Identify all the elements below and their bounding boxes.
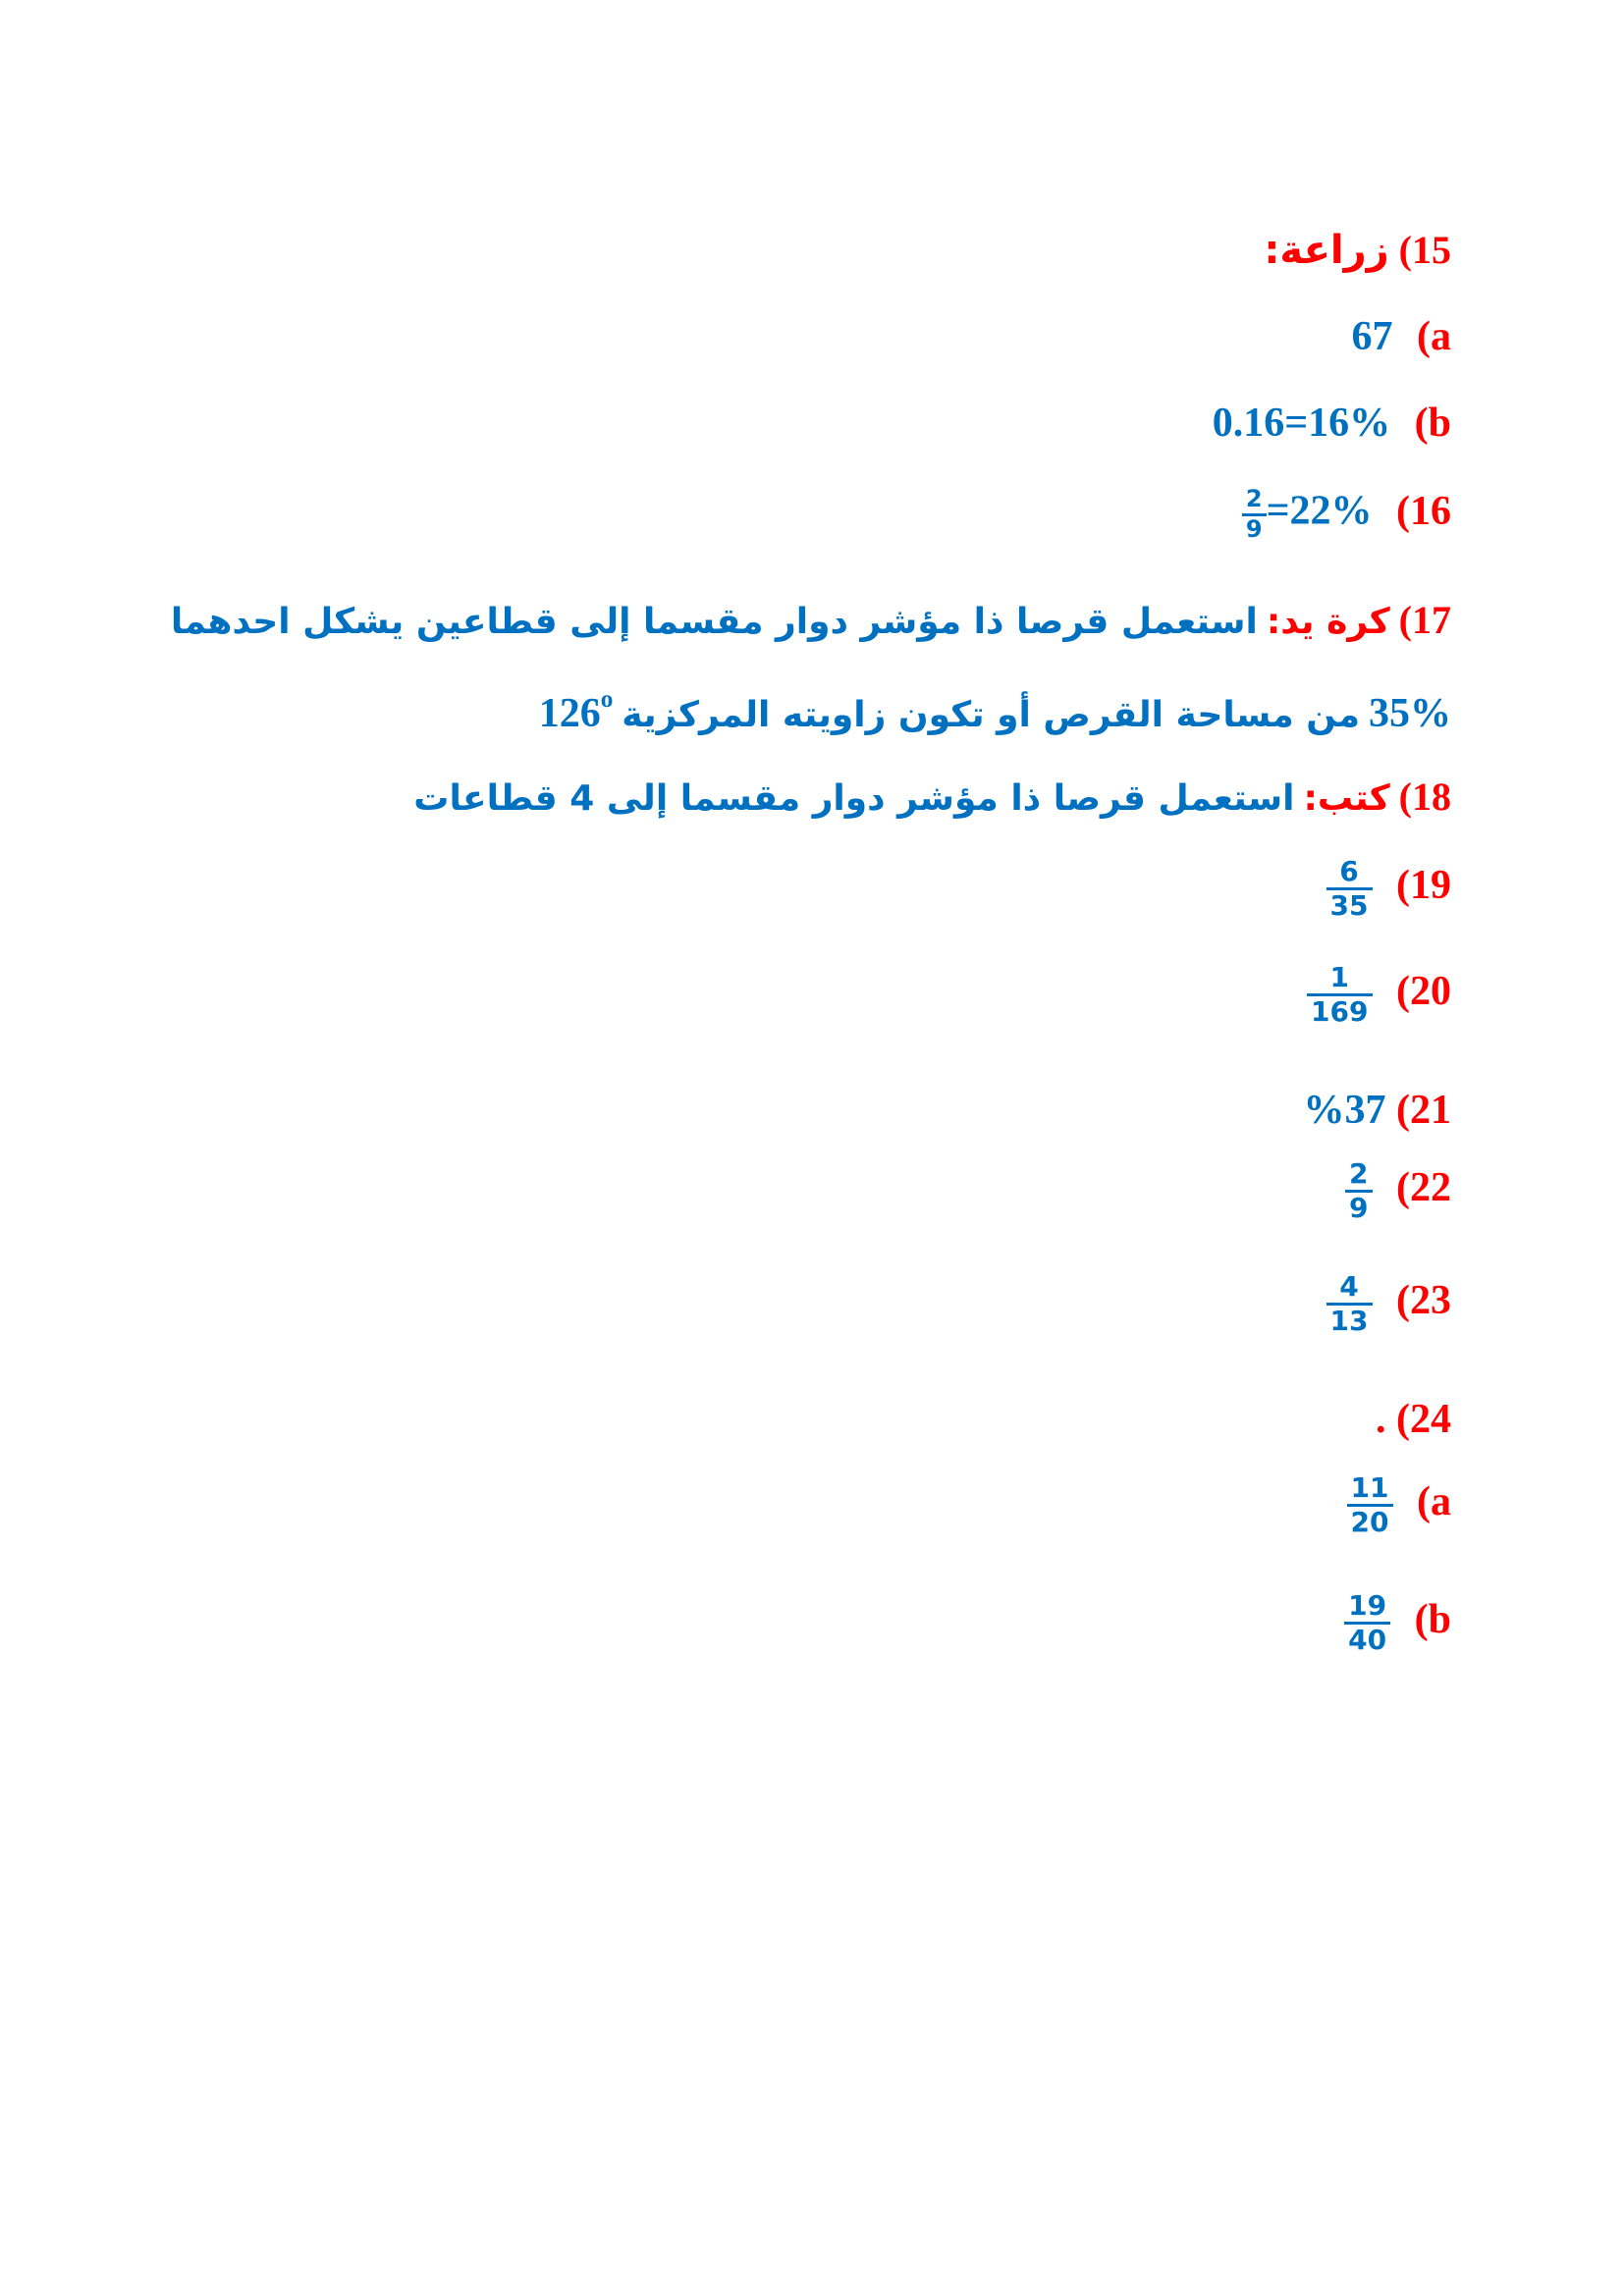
q23-fraction-denominator: 13	[1329, 1305, 1369, 1338]
q24-a-fraction	[1347, 1472, 1393, 1538]
q19-fraction-numerator: 6	[1339, 855, 1359, 887]
q22-answer	[1345, 1158, 1451, 1224]
q17-line-1	[170, 598, 1451, 642]
q15-a-value: 67	[1351, 314, 1393, 359]
q15-b-label: (b	[1414, 400, 1451, 446]
q21-number: (21	[1396, 1088, 1451, 1133]
q24-number: . (24	[1376, 1397, 1451, 1442]
q16-number: (16	[1396, 488, 1451, 534]
q16-fraction	[1242, 486, 1267, 543]
q15-part-a	[1352, 316, 1452, 357]
q20-answer	[1307, 962, 1451, 1028]
q18-title: كتب:	[1303, 778, 1390, 819]
q15-part-b	[1213, 402, 1451, 444]
q22-fraction-numerator: 2	[1349, 1157, 1369, 1190]
q17-title: كرة يد:	[1266, 602, 1390, 642]
q22-fraction	[1345, 1158, 1372, 1224]
q15-heading	[1264, 228, 1451, 273]
q17-percent: 35%	[1369, 691, 1451, 737]
q24-b-label: (b	[1414, 1597, 1451, 1643]
q20-fraction	[1307, 962, 1372, 1028]
q18-line	[413, 774, 1451, 819]
q16-value: =22%	[1266, 488, 1373, 534]
q16-answer	[1242, 486, 1451, 543]
q22-fraction-denominator: 9	[1349, 1192, 1369, 1225]
q24-a-fraction-numerator: 11	[1350, 1471, 1389, 1504]
q15-title: زراعة:	[1264, 228, 1389, 273]
q24-b-fraction	[1344, 1590, 1390, 1656]
q20-fraction-numerator: 1	[1329, 961, 1350, 993]
q19-fraction-denominator: 35	[1329, 889, 1369, 923]
q17-angle: 126$^o$	[538, 686, 614, 737]
q23-answer	[1326, 1271, 1451, 1337]
q24-heading	[1376, 1399, 1451, 1440]
q24-a-fraction-denominator: 20	[1350, 1506, 1389, 1539]
q18-text: استعمل قرصا ذا مؤشر دوار مقسما إلى 4 قطاعات	[413, 778, 1295, 819]
q16-fraction-numerator: 2	[1245, 485, 1263, 512]
q15-number: 15)	[1398, 228, 1451, 272]
q21-answer	[1304, 1090, 1452, 1131]
q23-fraction-numerator: 4	[1339, 1270, 1359, 1303]
q22-number: (22	[1396, 1165, 1451, 1211]
q20-fraction-denominator: 169	[1311, 995, 1369, 1029]
q23-number: (23	[1396, 1278, 1451, 1324]
q24-a-label: (a	[1417, 1479, 1451, 1525]
q17-number: 17)	[1398, 598, 1451, 642]
q15-a-label: (a	[1417, 314, 1451, 359]
q24-part-a	[1347, 1472, 1451, 1538]
q24-part-b	[1344, 1590, 1451, 1656]
q18-number: 18)	[1398, 774, 1451, 819]
q20-number: (20	[1396, 969, 1451, 1015]
q19-answer	[1326, 856, 1451, 922]
q17-line-2	[538, 686, 1451, 737]
q16-expression	[1242, 486, 1373, 543]
q17-text-2: من مساحة القرص أو تكون زاويته المركزية	[622, 695, 1360, 736]
q24-b-fraction-numerator: 19	[1348, 1589, 1387, 1622]
q15-b-value: 0.16=16%	[1212, 400, 1391, 446]
q19-fraction	[1326, 856, 1373, 922]
q16-fraction-denominator: 9	[1245, 514, 1263, 543]
q17-text-1: استعمل قرصا ذا مؤشر دوار مقسما إلى قطاعين يشكل احدهما	[170, 602, 1258, 642]
q23-fraction	[1326, 1271, 1373, 1337]
q19-number: (19	[1396, 863, 1451, 909]
q24-b-fraction-denominator: 40	[1348, 1624, 1387, 1657]
q21-value: %37	[1303, 1088, 1386, 1133]
